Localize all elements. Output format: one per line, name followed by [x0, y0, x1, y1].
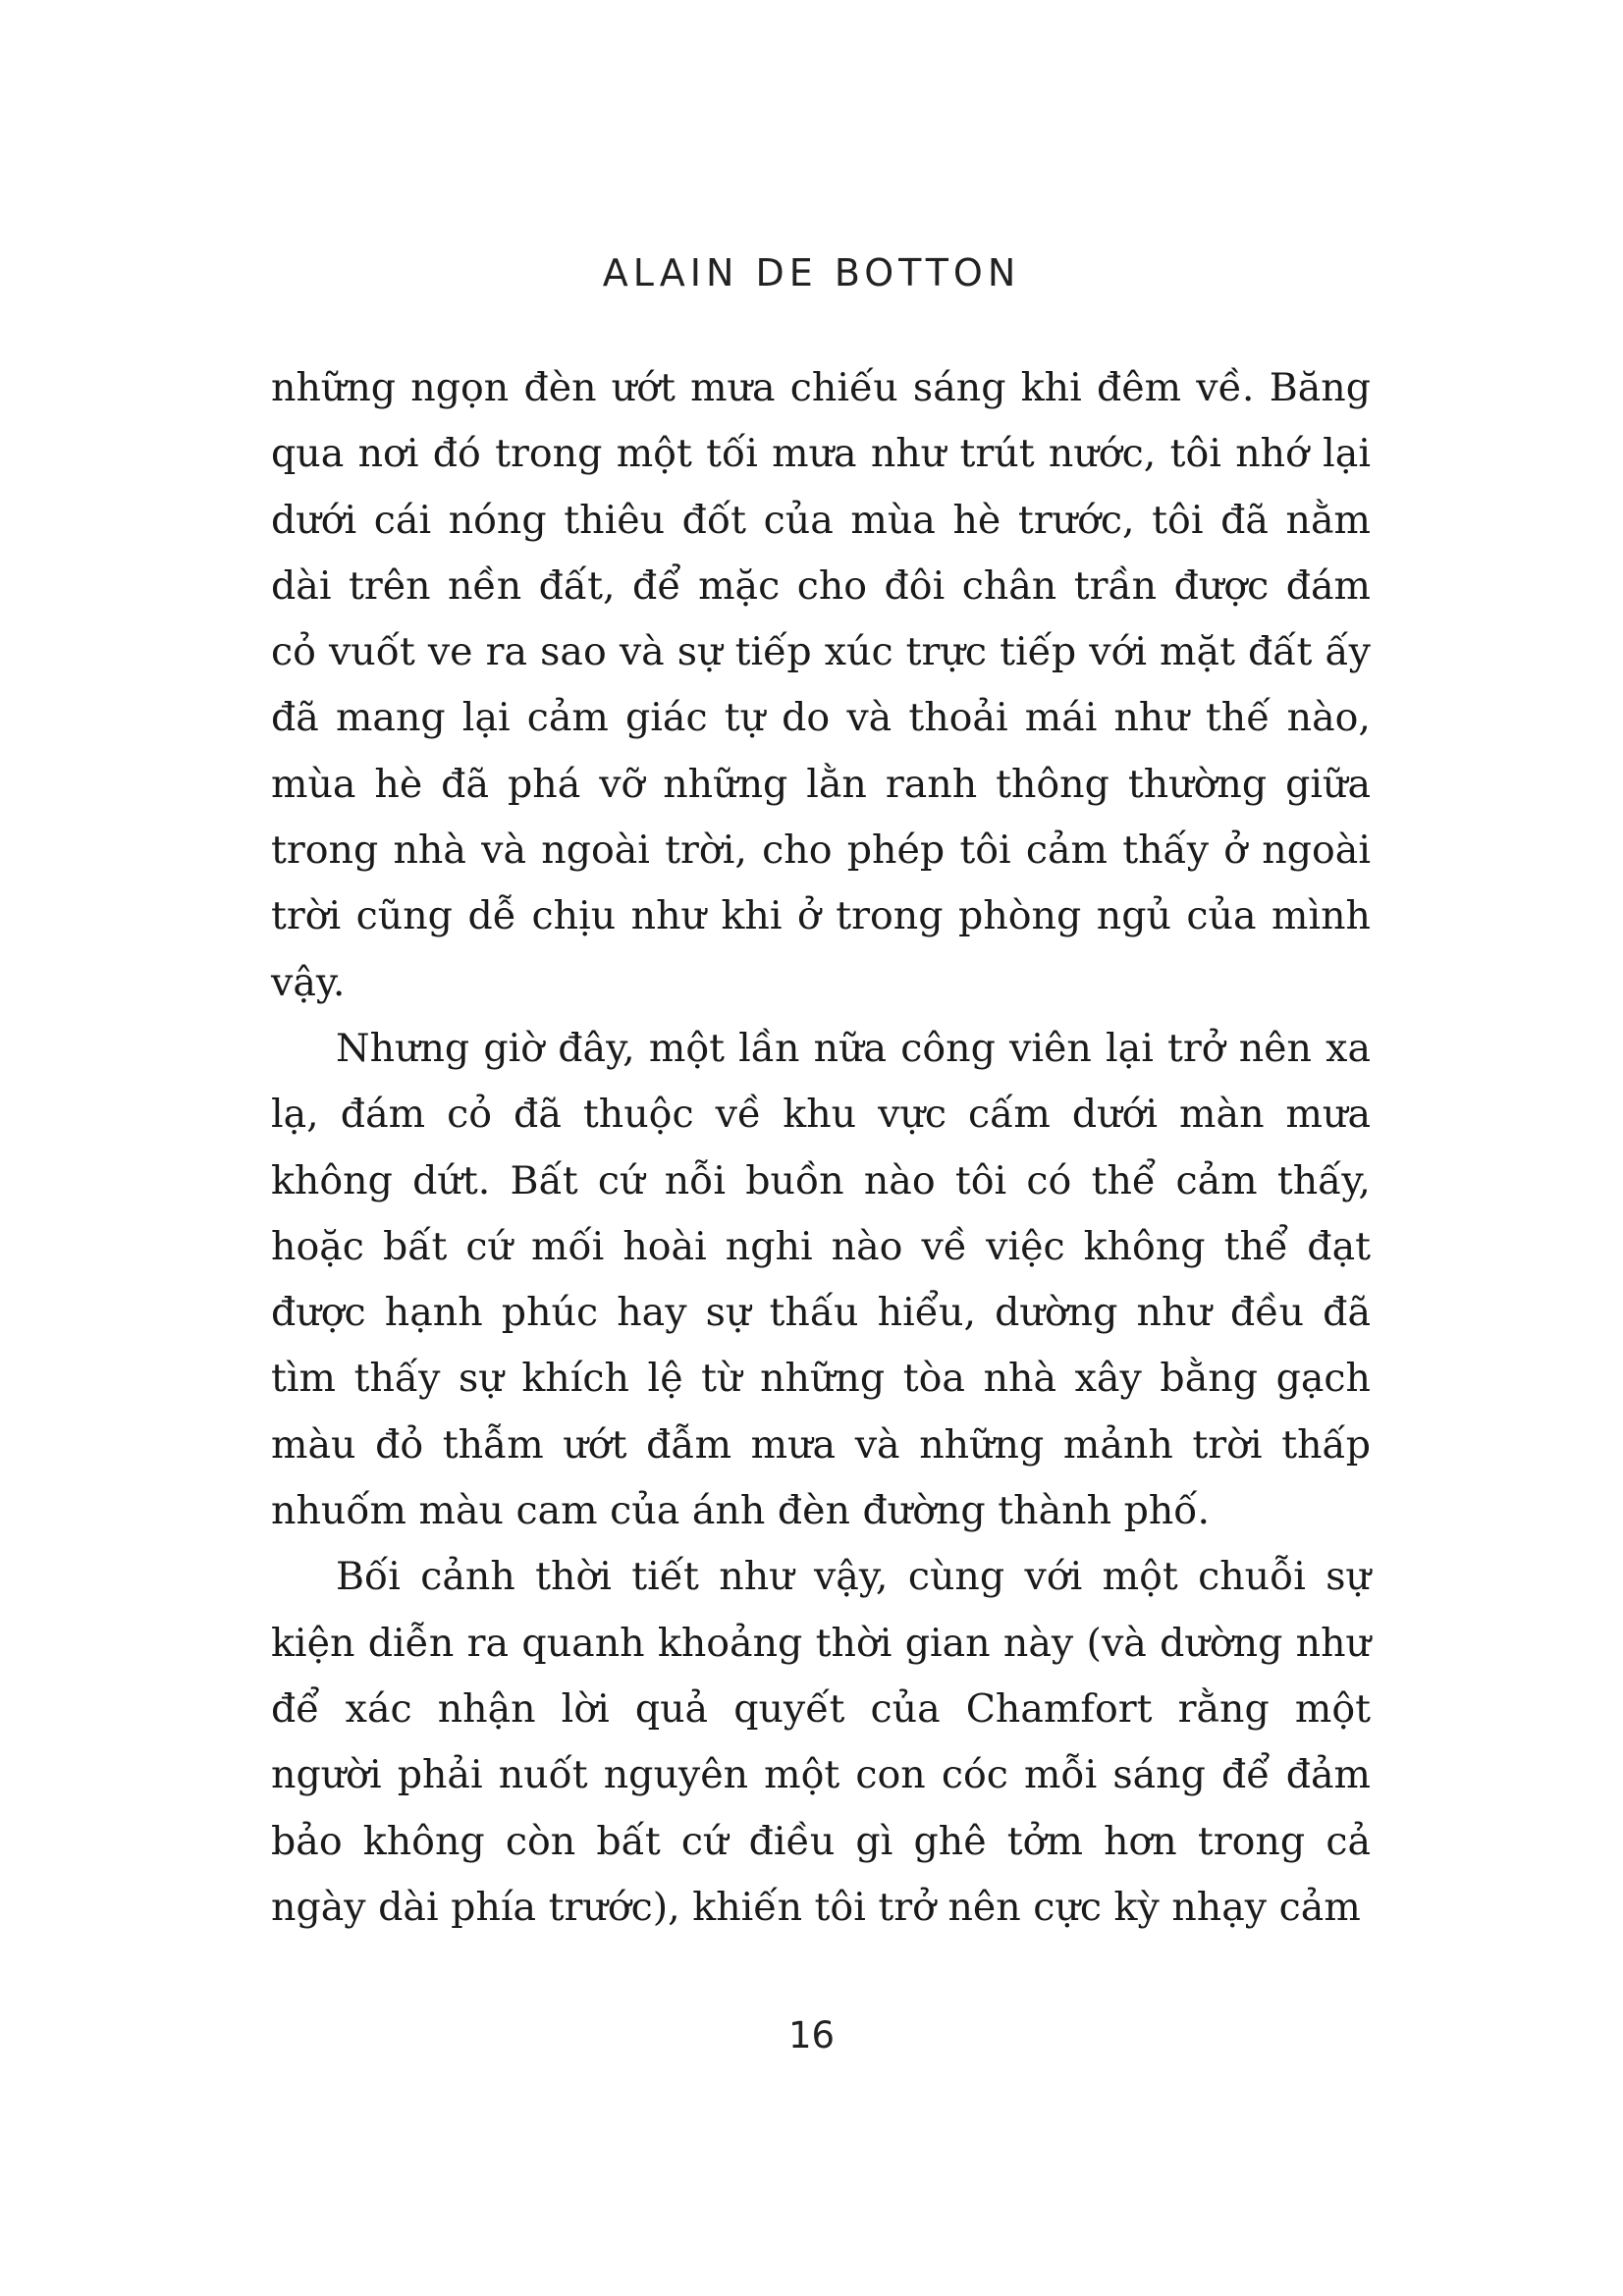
page-number: 16: [787, 2014, 836, 2056]
paragraph: Nhưng giờ đây, một lần nữa công viên lại trở nên xa lạ, đám cỏ đã thuộc về khu vực cấm dưới màn mưa không dứt. Bất cứ nỗi buồn nào tôi có thể cảm thấy, hoặc bất cứ mối hoài nghi nào về việc không thể đạt được hạnh phúc hay sự thấu hiểu, dường như đều đã tìm thấy sự khích lệ từ những tòa nhà xây bằng gạch màu đỏ thẫm ướt đẫm mưa và những mảnh trời thấp nhuốm màu cam của ánh đèn đường thành phố.: [271, 1025, 1371, 1534]
body-text: [271, 355, 1371, 1941]
running-header-author: ALAIN DE BOTTON: [602, 251, 1021, 294]
paragraph-continued: những ngọn đèn ướt mưa chiếu sáng khi đêm về. Băng qua nơi đó trong một tối mưa như trút nước, tôi nhớ lại dưới cái nóng thiêu đốt của mùa hè trước, tôi đã nằm dài trên nền đất, để mặc cho đôi chân trần được đám cỏ vuốt ve ra sao và sự tiếp xúc trực tiếp với mặt đất ấy đã mang lại cảm giác tự do và thoải mái như thế nào, mùa hè đã phá vỡ những lằn ranh thông thường giữa trong nhà và ngoài trời, cho phép tôi cảm thấy ở ngoài trời cũng dễ chịu như khi ở trong phòng ngủ của mình vậy.: [271, 365, 1371, 1005]
paragraph: Bối cảnh thời tiết như vậy, cùng với một chuỗi sự kiện diễn ra quanh khoảng thời gian này (và dường như để xác nhận lời quả quyết của Chamfort rằng một người phải nuốt nguyên một con cóc mỗi sáng để đảm bảo không còn bất cứ điều gì ghê tởm hơn trong cả ngày dài phía trước), khiến tôi trở nên cực kỳ nhạy cảm: [271, 1554, 1371, 1930]
